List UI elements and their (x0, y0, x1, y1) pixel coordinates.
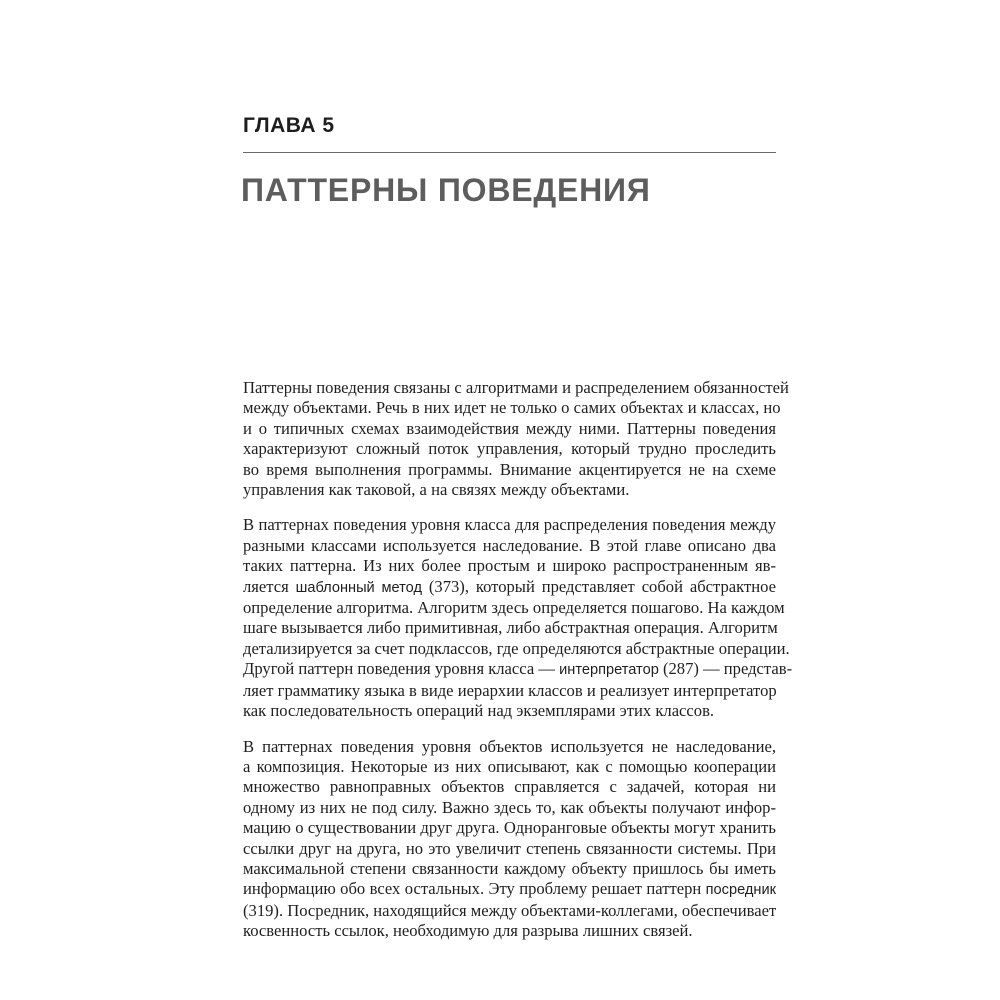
text-line (243, 439, 776, 459)
text-line (243, 577, 776, 598)
paragraph (243, 378, 789, 500)
text-segment: ляет грамматику языка в виде иерархии классов и реализует интерпретатор (243, 680, 777, 700)
text-segment: информацию обо всех остальных. Эту проблему решает паттерн (243, 879, 706, 899)
chapter-divider (243, 152, 776, 153)
text-segment: В паттернах поведения уровня объектов используется не наследование, (243, 736, 776, 756)
text-segment: разными классами используется наследование. В этой главе описано два (243, 535, 776, 555)
text-segment: таких паттерна. Из них более простым и широко распространенным яв- (243, 556, 776, 576)
text-line (243, 859, 776, 879)
text-line (243, 757, 776, 777)
text-segment: Другой паттерн поведения уровня класса — (243, 659, 560, 679)
text-segment: детализируется за счет подклассов, где определяются абстрактные операции. (243, 638, 790, 658)
text-segment: во время выполнения программы. Внимание акцентируется не на схеме (243, 459, 776, 479)
text-line (243, 515, 776, 535)
text-segment: В паттернах поведения уровня класса для распределения поведения между (243, 515, 776, 535)
text-segment: множество равноправных объектов справляется с задачей, которая ни (243, 777, 776, 797)
text-segment: ссылки друг на друга, но это увеличит степень связанности системы. При (243, 838, 776, 858)
text-line (243, 777, 776, 797)
text-line (243, 681, 776, 701)
text-line (243, 818, 776, 838)
text-line (243, 378, 789, 398)
text-segment: а композиция. Некоторые из них описывают, как с помощью кооперации (243, 756, 776, 776)
text-line (243, 901, 776, 921)
text-line (243, 638, 790, 659)
chapter-label: ГЛАВА 5 (243, 114, 335, 137)
text-segment: шаге вызывается либо примитивная, либо абстрактная операция. Алгоритм (243, 618, 778, 638)
pattern-reference: шаблонный метод (295, 579, 422, 596)
text-line (243, 659, 793, 680)
pattern-reference: интерпретатор (559, 662, 659, 679)
text-line (243, 598, 785, 618)
text-line (243, 480, 776, 500)
text-segment: косвенность ссылок, необходимую для разрыва лишних связей. (243, 921, 693, 941)
text-line (243, 839, 776, 859)
text-line (243, 398, 781, 418)
text-segment: максимальной степени связанности каждому объекту пришлось бы иметь (243, 858, 776, 878)
body-text (243, 378, 793, 957)
text-line (243, 556, 776, 576)
text-segment: ляется (243, 576, 296, 596)
text-segment: (319). Посредник, находящийся между объектами-коллегами, обеспечивает (243, 900, 777, 920)
text-segment: и о типичных схемах взаимодействия между ними. Паттерны поведения (243, 418, 776, 438)
pattern-reference: посредник (705, 882, 776, 899)
text-segment: мацию о существовании друг друга. Одноранговые объекты могут хранить (243, 818, 776, 838)
text-line (243, 921, 776, 941)
text-segment: Паттерны поведения связаны с алгоритмами и распределением обязанностей (243, 378, 789, 397)
text-segment: (373), который представляет собой абстрактное (422, 576, 776, 596)
text-segment: управления как таковой, а на связях между объектами. (243, 480, 630, 500)
text-segment: характеризуют сложный поток управления, который трудно проследить (243, 439, 776, 459)
text-line (243, 419, 776, 439)
text-line (243, 460, 776, 480)
text-segment: как последовательность операций над экземплярами этих классов. (243, 701, 715, 721)
text-segment: одному из них не под силу. Важно здесь то, как объекты получают инфор- (243, 797, 776, 817)
paragraph (243, 515, 793, 721)
text-line (243, 879, 776, 900)
text-line (243, 701, 776, 721)
text-segment: определение алгоритма. Алгоритм здесь определяется пошагово. На каждом (243, 598, 785, 618)
text-line (243, 536, 776, 556)
text-line (243, 737, 776, 757)
text-line (243, 798, 776, 818)
chapter-title: ПАТТЕРНЫ ПОВЕДЕНИЯ (241, 172, 651, 208)
text-line (243, 618, 776, 638)
paragraph (243, 737, 776, 942)
text-segment: (287) — представ- (658, 659, 793, 679)
text-segment: между объектами. Речь в них идет не только о самих объектах и классах, но (243, 398, 781, 418)
